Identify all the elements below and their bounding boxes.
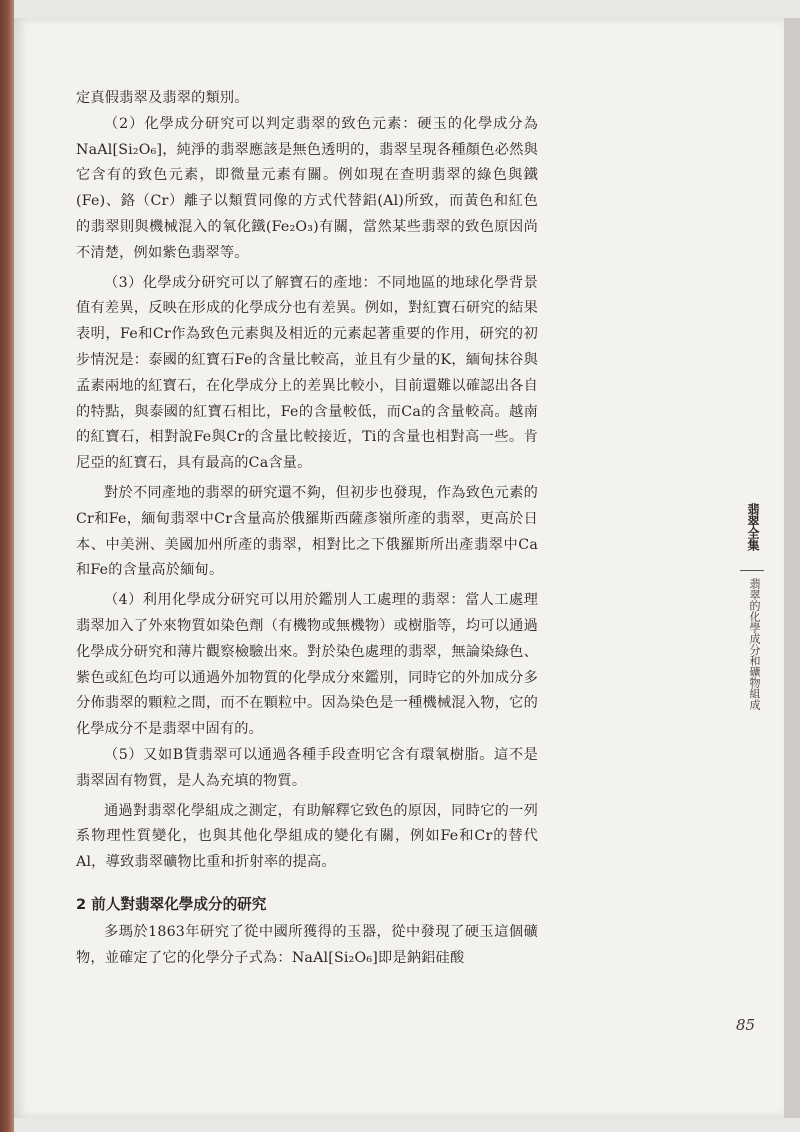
page-edge xyxy=(784,18,800,1118)
paragraph-item-2: （2）化學成分研究可以判定翡翠的致色元素：硬玉的化學成分為NaAl[Si₂O₆]，純淨的翡翠應該是無色透明的，翡翠呈現各種顏色必然與它含有的致色元素，即微量元素有關。例如現在查明翡翠的綠色與鐵(Fe)、鉻（Cr）離子以類質同像的方式代替鋁(Al)所致，而黃色和紅色的翡翠則與機械混入的氧化鐵(Fe₂O₃)有關，當然某些翡翠的致色原因尚不清楚，例如紫色翡翠等。 xyxy=(76,115,538,261)
paragraph-origin: 對於不同產地的翡翠的研究還不夠，但初步也發現，作為致色元素的Cr和Fe，緬甸翡翠中Cr含量高於俄羅斯西薩彥嶺所產的翡翠，更高於日本、中美洲、美國加州所產的翡翠，相對比之下俄羅斯所出產翡翠中Ca和Fe的含量高於緬甸。 xyxy=(76,484,538,579)
page-number: 85 xyxy=(736,1016,756,1034)
paragraph-summary: 通過對翡翠化學組成之測定，有助解釋它致色的原因，同時它的一列系物理性質變化，也與其他化學組成的變化有關，例如Fe和Cr的替代Al，導致翡翠礦物比重和折射率的提高。 xyxy=(76,802,538,871)
paragraph-item-4: （4）利用化學成分研究可以用於鑑別人工處理的翡翠：當人工處理翡翠加入了外來物質如染色劑（有機物或無機物）或樹脂等，均可以通過化學成分研究和薄片觀察檢驗出來。對於染色處理的翡翠，無論染綠色、紫色或紅色均可以通過外加物質的化學成分來鑑別，同時它的外加成分多分佈翡翠的顆粒之間，而不在顆粒中。因為染色是一種機械混入物，它的化學成分不是翡翠中固有的。 xyxy=(76,592,538,738)
body-text xyxy=(76,86,538,972)
sidebar-divider xyxy=(740,570,764,571)
section-paragraph: 多瑪於1863年研究了從中國所獲得的玉器，從中發現了硬玉這個礦物，並確定了它的化學分子式為：NaAl[Si₂O₆]即是鈉鋁硅酸 xyxy=(76,923,538,966)
paragraph-item-5: （5）又如B貨翡翠可以通過各種手段查明它含有環氧樹脂。這不是翡翠固有物質，是人為充填的物質。 xyxy=(76,746,538,789)
chapter-title: 翡翠的化學成分和礦物組成 xyxy=(748,578,761,710)
book-title: 翡翠全集 xyxy=(746,503,760,551)
paragraph-continuation: 定真假翡翠及翡翠的類別。 xyxy=(76,90,249,106)
section-heading: 2 前人對翡翠化學成分的研究 xyxy=(76,895,267,913)
book-binding xyxy=(0,0,14,1132)
paragraph-item-3: （3）化學成分研究可以了解寶石的產地：不同地區的地球化學背景值有差異，反映在形成的化學成分也有差異。例如，對紅寶石研究的結果表明，Fe和Cr作為致色元素與及相近的元素起著重要的作用，研究的初步情況是：泰國的紅寶石Fe的含量比較高，並且有少量的K，緬甸抹谷與孟素兩地的紅寶石，在化學成分上的差異比較小，目前還難以確認出各自的特點，與泰國的紅寶石相比，Fe的含量較低，而Ca的含量較高。越南的紅寶石，相對說Fe與Cr的含量比較接近，Ti的含量也相對高一些。肯尼亞的紅寶石，具有最高的Ca含量。 xyxy=(76,274,538,472)
